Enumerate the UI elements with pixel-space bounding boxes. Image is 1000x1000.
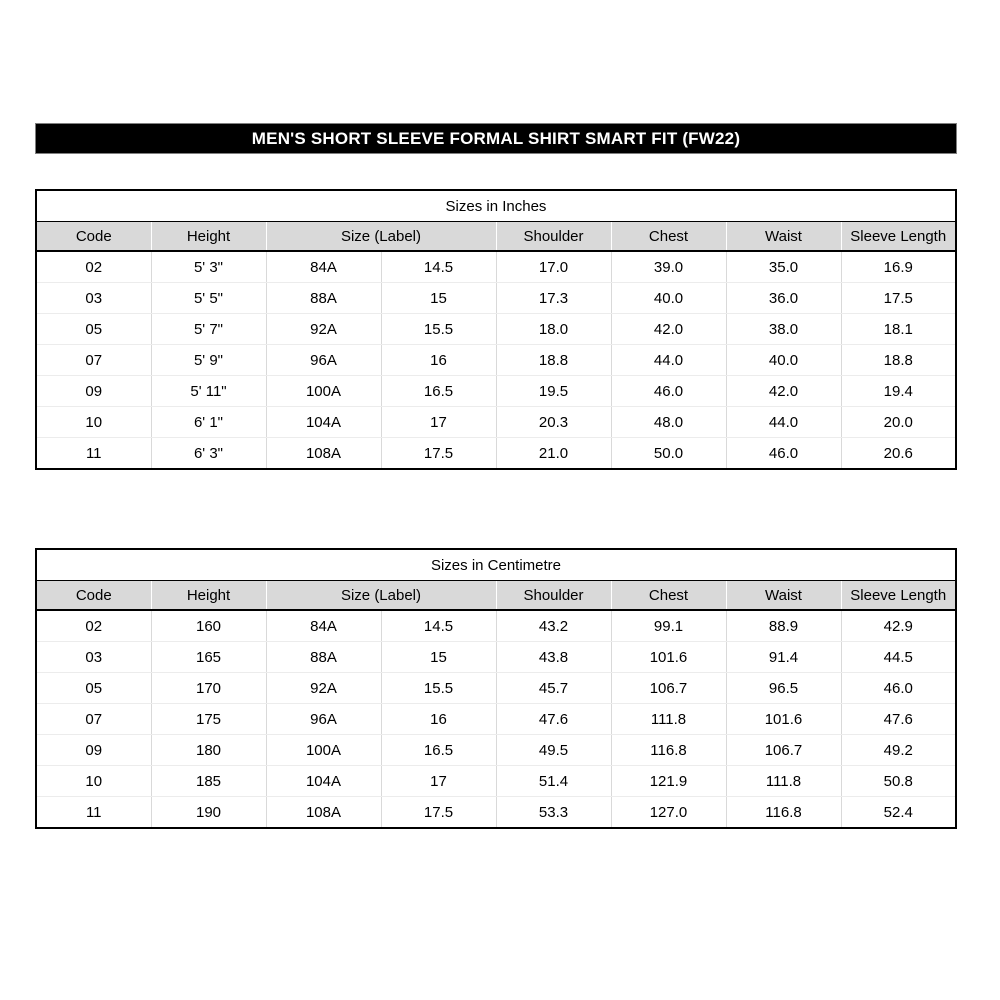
table-cell: 116.8 [726, 797, 841, 829]
table-title-row [36, 549, 956, 581]
table-cell: 99.1 [611, 610, 726, 642]
table-cell: 6' 1" [151, 407, 266, 438]
table-cell: 19.5 [496, 376, 611, 407]
table-cell: 15.5 [381, 314, 496, 345]
table-cell: 14.5 [381, 610, 496, 642]
table-cell: 5' 11" [151, 376, 266, 407]
column-header-shoulder: Shoulder [496, 222, 611, 252]
table-cell: 45.7 [496, 673, 611, 704]
table-cell: 44.0 [726, 407, 841, 438]
table-cell: 05 [36, 673, 151, 704]
table-cell: 91.4 [726, 642, 841, 673]
table-title-row [36, 190, 956, 222]
table-cell: 36.0 [726, 283, 841, 314]
table-cell: 44.5 [841, 642, 956, 673]
table-row [36, 704, 956, 735]
table-cell: 121.9 [611, 766, 726, 797]
table-cell: 88A [266, 642, 381, 673]
table-cell: 100A [266, 376, 381, 407]
table-cell: 52.4 [841, 797, 956, 829]
table-cell: 16.9 [841, 251, 956, 283]
table-cell: 92A [266, 314, 381, 345]
table-cell: 05 [36, 314, 151, 345]
table-row [36, 251, 956, 283]
table-cell: 38.0 [726, 314, 841, 345]
table-cell: 106.7 [726, 735, 841, 766]
table-cell: 51.4 [496, 766, 611, 797]
table-cell: 10 [36, 407, 151, 438]
table-cell: 07 [36, 345, 151, 376]
column-header-waist: Waist [726, 222, 841, 252]
table-cell: 17.5 [381, 438, 496, 470]
table-cell: 111.8 [726, 766, 841, 797]
table-cell: 43.2 [496, 610, 611, 642]
column-header-shoulder: Shoulder [496, 581, 611, 611]
table-cell: 49.5 [496, 735, 611, 766]
table-cell: 53.3 [496, 797, 611, 829]
table-cell: 46.0 [726, 438, 841, 470]
table-cell: 17 [381, 766, 496, 797]
table-cell: 185 [151, 766, 266, 797]
column-header-size-label: Size (Label) [266, 222, 496, 252]
table-row [36, 283, 956, 314]
column-header-waist: Waist [726, 581, 841, 611]
table-cell: 40.0 [611, 283, 726, 314]
table-cell: 11 [85, 444, 102, 462]
table-cell: 48.0 [611, 407, 726, 438]
table-row [36, 407, 956, 438]
table-cell: 104A [266, 407, 381, 438]
table-cell: 42.0 [611, 314, 726, 345]
table-cell: 92A [266, 673, 381, 704]
table-cell: 18.8 [496, 345, 611, 376]
table-cell: 02 [36, 251, 151, 283]
table-cell: 16.5 [381, 735, 496, 766]
table-cell: 16.5 [381, 376, 496, 407]
table-cell: 165 [151, 642, 266, 673]
table-cell: 46.0 [841, 673, 956, 704]
column-header-chest: Chest [611, 222, 726, 252]
table-cell: 20.0 [841, 407, 956, 438]
column-header-sleeve-length: Sleeve Length [841, 581, 956, 611]
table-cell: 101.6 [726, 704, 841, 735]
table-cell: 09 [36, 735, 151, 766]
table-cell: 5' 5" [151, 283, 266, 314]
table-cell: 96A [266, 704, 381, 735]
size-chart-sheet [35, 0, 957, 829]
table-cell: 39.0 [611, 251, 726, 283]
table-row [36, 376, 956, 407]
table-cell: 106.7 [611, 673, 726, 704]
table-cell: 116.8 [611, 735, 726, 766]
table-cell: 16 [381, 704, 496, 735]
table-cell: 88.9 [726, 610, 841, 642]
table-cell: 104A [266, 766, 381, 797]
table-row [36, 610, 956, 642]
table-cell: 17.5 [381, 797, 496, 829]
table-cell: 44.0 [611, 345, 726, 376]
table-cell: 03 [36, 642, 151, 673]
table-cell: 50.0 [611, 438, 726, 470]
table-cell: 15.5 [381, 673, 496, 704]
table-cell: 18.1 [841, 314, 956, 345]
table-cell: 108A [266, 797, 381, 829]
table-cell: 100A [266, 735, 381, 766]
table-cell: 190 [151, 797, 266, 829]
table-cell: 18.0 [496, 314, 611, 345]
table-cell: 17.0 [496, 251, 611, 283]
product-title-bar [35, 123, 957, 154]
table-cell: 96.5 [726, 673, 841, 704]
table-cell: 17 [381, 407, 496, 438]
table-cell: 10 [36, 766, 151, 797]
table-cell: 96A [266, 345, 381, 376]
table-cell: 15 [381, 283, 496, 314]
table-row [36, 797, 956, 829]
table-cell: 170 [151, 673, 266, 704]
table-cell: 42.0 [726, 376, 841, 407]
table-cell: 42.9 [841, 610, 956, 642]
table-cell: 35.0 [726, 251, 841, 283]
table-cell: 21.0 [496, 438, 611, 470]
table-row [36, 438, 956, 470]
table-cell: 17.3 [496, 283, 611, 314]
table-cell: 84A [266, 610, 381, 642]
table-cell: 111.8 [611, 704, 726, 735]
table-cell: 50.8 [841, 766, 956, 797]
table-row [36, 642, 956, 673]
table-cell: 5' 7" [151, 314, 266, 345]
table-cell: 47.6 [496, 704, 611, 735]
table-cell: 101.6 [611, 642, 726, 673]
table-cell: 09 [36, 376, 151, 407]
table-cell: 46.0 [611, 376, 726, 407]
table-cell: 88A [266, 283, 381, 314]
sizes-in-inches-table [35, 189, 957, 470]
table-cell: 19.4 [841, 376, 956, 407]
table-cell: 160 [151, 610, 266, 642]
column-header-height: Height [151, 222, 266, 252]
table-title: Sizes in Centimetre [36, 549, 956, 581]
column-header-row [36, 581, 956, 611]
column-header-size-label: Size (Label) [266, 581, 496, 611]
table-cell: 15 [381, 642, 496, 673]
table-cell: 14.5 [381, 251, 496, 283]
table-cell: 02 [36, 610, 151, 642]
column-header-code: Code [36, 222, 151, 252]
table-cell: 175 [151, 704, 266, 735]
table-cell: 18.8 [841, 345, 956, 376]
table-cell: 20.6 [841, 438, 956, 470]
table-cell: 40.0 [726, 345, 841, 376]
table-cell: 108A [266, 438, 381, 470]
table-cell: 03 [36, 283, 151, 314]
table-cell: 11 [85, 803, 102, 821]
table-row [36, 673, 956, 704]
column-header-height: Height [151, 581, 266, 611]
table-cell: 17.5 [841, 283, 956, 314]
column-header-code: Code [36, 581, 151, 611]
table-title: Sizes in Inches [36, 190, 956, 222]
table-row [36, 735, 956, 766]
table-row [36, 345, 956, 376]
table-cell: 47.6 [841, 704, 956, 735]
table-cell: 180 [151, 735, 266, 766]
table-cell: 49.2 [841, 735, 956, 766]
table-cell: 6' 3" [151, 438, 266, 470]
table-cell: 5' 9" [151, 345, 266, 376]
table-row [36, 766, 956, 797]
table-cell: 84A [266, 251, 381, 283]
table-cell: 07 [36, 704, 151, 735]
table-row [36, 314, 956, 345]
product-title: MEN'S SHORT SLEEVE FORMAL SHIRT SMART FIT (FW22) [251, 128, 741, 148]
column-header-row [36, 222, 956, 252]
column-header-chest: Chest [611, 581, 726, 611]
table-cell: 43.8 [496, 642, 611, 673]
column-header-sleeve-length: Sleeve Length [841, 222, 956, 252]
table-cell: 20.3 [496, 407, 611, 438]
table-cell: 5' 3" [151, 251, 266, 283]
table-cell: 16 [381, 345, 496, 376]
sizes-in-centimetre-table [35, 548, 957, 829]
table-cell: 127.0 [611, 797, 726, 829]
